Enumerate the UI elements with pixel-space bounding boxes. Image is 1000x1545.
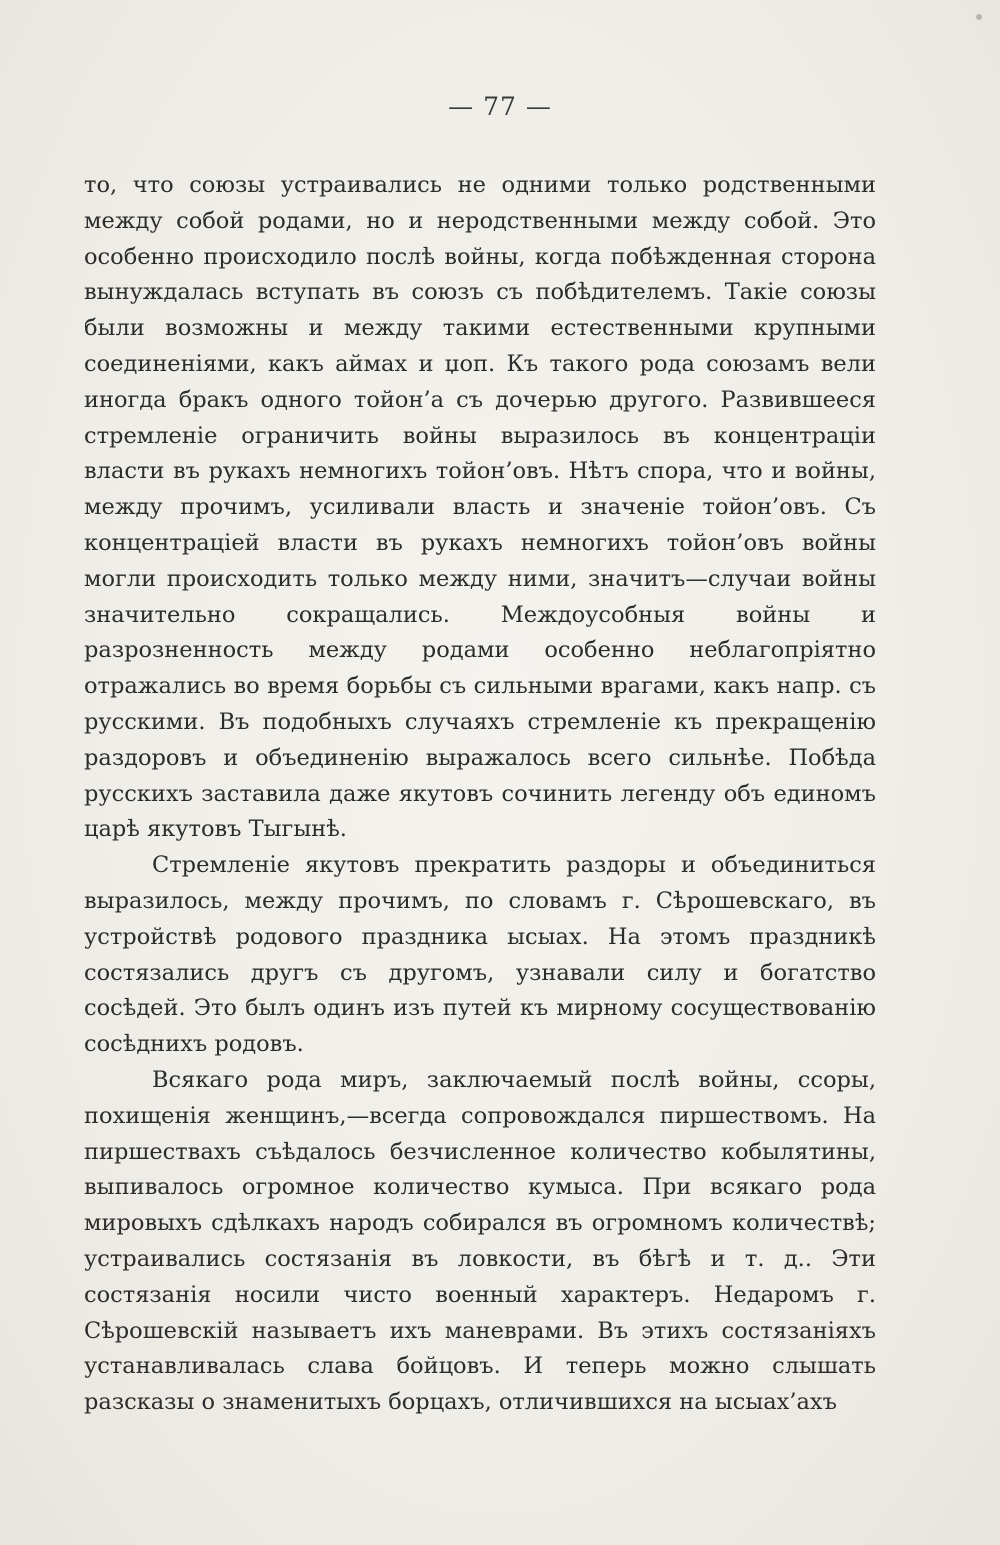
paragraph-2: Стремленіе якутовъ прекратить раздоры и объединиться выразилось, между прочимъ, по словамъ г. Сѣрошевскаго, въ устройствѣ родового праздника ысыах. На этомъ праздникѣ состязались другъ съ другомъ, узнавали силу и богатство сосѣдей. Это былъ одинъ изъ путей къ мирному сосуществованію сосѣднихъ родовъ. [84,852,876,1058]
page-number: — 77 — [448,92,552,121]
paragraph-1: то, что союзы устраивались не одними только родственными между собой родами, но и неродственными между собой. Это особенно происходило послѣ войны, когда побѣжденная сторона вынуждалась вступать въ союзъ съ побѣдителемъ. Такіе союзы были возможны и между такими естественными крупными соединеніями, какъ аймах и џоп. Къ такого рода союзамъ вели иногда бракъ одного тойон’а съ дочерью другого. Развившееся стремленіе ограничить войны выразилось въ концентраціи власти въ рукахъ немногихъ тойон’овъ. Нѣтъ спора, что и войны, между прочимъ, усиливали власть и значеніе тойон’овъ. Съ концентраціей власти въ рукахъ немногихъ тойон’овъ войны могли происходить только между ними, значитъ—случаи войны значительно сокращались. Междоусобныя войны и разрозненность между родами особенно неблагопріятно отражались во время борьбы съ сильными врагами, какъ напр. съ русскими. Въ подобныхъ случаяхъ стремленіе къ прекращенію раздоровъ и объединенію выражалось всего сильнѣе. Побѣда русскихъ заставила даже якутовъ сочинить легенду объ единомъ царѣ якутовъ Тыгынѣ. [84,172,876,843]
paragraph-3: Всякаго рода миръ, заключаемый послѣ войны, ссоры, похищенія женщинъ,—всегда сопровождался пиршествомъ. На пиршествахъ съѣдалось безчисленное количество кобылятины, выпивалось огромное количество кумыса. При всякаго рода мировыхъ сдѣлкахъ народъ собирался въ огромномъ количествѣ; устраивались состязанія въ ловкости, въ бѣгѣ и т. д.. Эти состязанія носили чисто военный характеръ. Недаромъ г. Сѣрошевскій называетъ ихъ маневрами. Въ этихъ состязаніяхъ устанавливалась слава бойцовъ. И теперь можно слышать разсказы о знаменитыхъ борцахъ, отличившихся на ысыах’ахъ [84,1066,876,1416]
page-body [84,168,876,1421]
scan-speck [976,14,982,20]
